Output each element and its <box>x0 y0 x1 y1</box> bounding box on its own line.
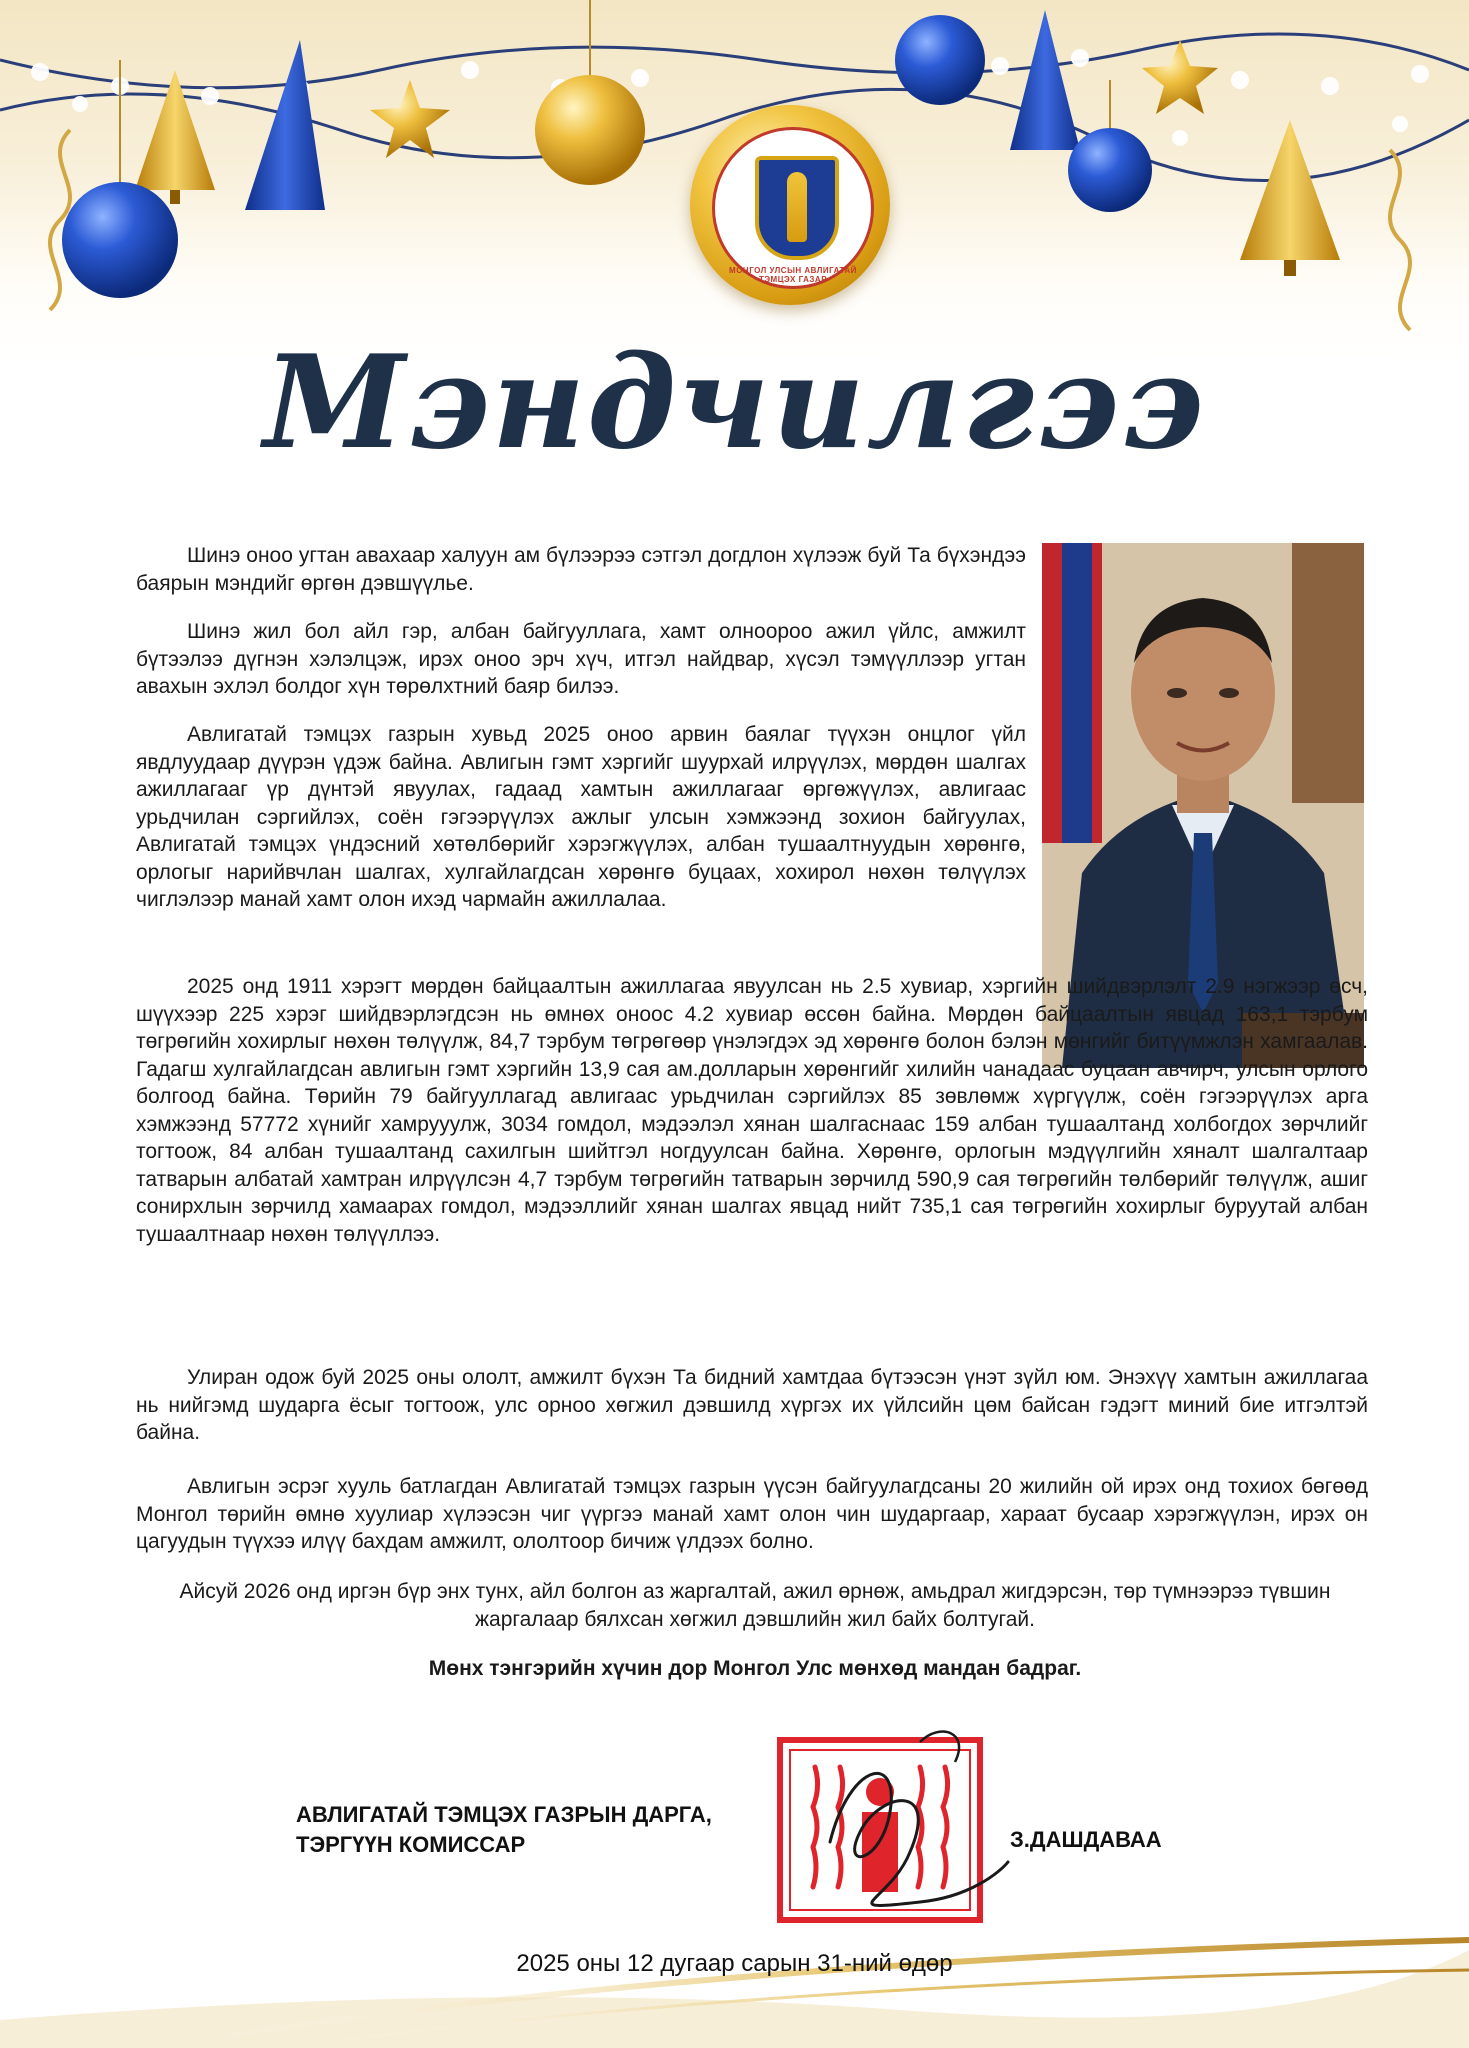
official-seal-and-signature <box>770 1722 1010 1932</box>
paragraph-2025-statistics: 2025 онд 1911 хэрэгт мөрдөн байцаалтын ажиллагаа явуулсан нь 2.5 хувиар, хэргийн шийдвэрлэлт 2.9 нэгжээр өсч, шүүхээр 225 хэрэг шийдвэрлэгдсэн нь өмнөх оноос 4.2 хувиар өссөн байна. Мөрдөн байцаалтын явцад 163,1 тэрбум төгрөгийн хохирлыг нөхөн төлүүлж, 84,7 тэрбум төгрөгөөр үнэлэгдэх эд хөрөнгө болон бэлэн мөнгийг битүүмжлэн хамгаалав. Гадагш хулгайлагдсан авлигын гэмт хэргийн 13,9 сая ам.долларын хөрөнгийг хилийн чанадаас буцаан авчирч, улсын орлого болгоод байна. Төрийн 79 байгууллагад авлигаас урьдчилан сэргийлэх 85 зөвлөмж хүргүүлж, соён гэгээрүүлэх арга хэмжээнд 57772 хүнийг хамрууулж, 3034 гомдол, мэдээлэл хянан шалгаснаас 159 албан тушаалтанд холбогдох зөрчлийг тогтоож, 84 албан тушаалтанд сахилгын шийтгэл ногдуулсан байна. Хөрөнгө, орлогын мэдүүлгийн хяналт шалгалтаар татварын албатай хамтран илрүүлсэн 4,7 тэрбум төгрөгийн татварын зөрчилд 590,9 сая төгрөгийн төлбөрийг төлүүлж, ашиг сонирхлын зөрчилд хамаарах гомдол, мэдээллийг хянан шалгах явцад нийт 735,1 сая төгрөгийн хохирлыг буруутай албан тушаалтнаар нөхөн төлүүллээ. <box>136 975 1368 1246</box>
emblem-ring-text: МОНГОЛ УЛСЫН АВЛИГАТАЙ ТЭМЦЭХ ГАЗАР <box>729 266 857 284</box>
signatory-name: З.ДАШДАВАА <box>1010 1827 1162 1852</box>
signatory-title-line2: ТЭРГҮҮН КОМИССАР <box>296 1832 526 1857</box>
signatory-title-line1: АВЛИГАТАЙ ТЭМЦЭХ ГАЗРЫН ДАРГА, <box>296 1802 712 1827</box>
footer-ribbon-decoration <box>0 1840 1469 2048</box>
closing-blessing: Мөнх тэнгэрийн хүчин дор Монгол Улс мөнхөд мандан бадраг. <box>428 1657 1082 1680</box>
agency-emblem-ornament <box>690 105 890 305</box>
emblem-shield <box>755 156 839 260</box>
letter-date: 2025 оны 12 дугаар сарын 31-ний өдөр <box>516 1950 953 1977</box>
signatory-title <box>296 1800 776 1860</box>
soyombo-symbol <box>787 172 807 242</box>
paragraph-2026-wish: Айсуй 2026 онд иргэн бүр энх тунх, айл болгон аз жаргалтай, ажил өрнөж, амьдрал жигдэрсэн, төр түмнээрээ түвшин жаргалаар бялхсан хөгжил дэвшлийн жил байх болтугай. <box>179 1580 1331 1631</box>
paragraph-2025-activities: Авлигатай тэмцэх газрын хувьд 2025 оноо арвин баялаг түүхэн онцлог үйл явдлуудаар дүүрэн үдэж байна. Авлигын гэмт хэргийг шуурхай илрүүлэх, мөрдөн шалгах ажиллагааг үр дүнтэй явуулах, гадаад хамтын ажиллагааг өргөжүүлэх, авлигаас урьдчилан сэргийлэх, соён гэгээрүүлэх ажлыг улсын хэмжээнд зохион байгуулах, Авлигатай тэмцэх үндэсний хөтөлбөрийг хэрэгжүүлэх, албан тушаалтнуудын хөрөнгө, орлогыг нарийвчлан шалгах, хулгайлагдсан хөрөнгө буцаах, хохирол нөхөн төлүүлэх чиглэлээр манай хамт олон ихэд чармайн ажиллалаа. <box>136 723 1026 911</box>
paragraph-new-year-wish: Шинэ оноо угтан авахаар халуун ам бүлээрээ сэтгэл догдлон хүлээж буй Та бүхэндээ баярын мэндийг өргөн дэвшүүлье. <box>136 544 1026 595</box>
paragraph-anniversary: Авлигын эсрэг хууль батлагдан Авлигатай тэмцэх газрын үүсэн байгуулагдсаны 20 жилийн ой ирэх онд тохиох бөгөөд Монгол төрийн өмнө хуулиар хүлээсэн чиг үүргээ манай хамт олон чин шударгаар, хараат бусаар хэрэгжүүлэн, ирэх он цагуудын түүхээ илүү бахдам амжилт, ололтоор бичиж үлдээх болно. <box>136 1475 1368 1553</box>
paragraph-new-year-meaning: Шинэ жил бол айл гэр, албан байгууллага, хамт олноороо ажил үйлс, амжилт бүтээлээ дүгнэн хэлэлцэж, ирэх оноо эрч хүч, итгэл найдвар, хүсэл тэмүүллээр угтан авахын эхлэл болдог хүн төрөлхтний баяр билээ. <box>136 620 1026 698</box>
page-title: Мэндчилгээ <box>263 328 1206 478</box>
emblem-seal <box>712 127 874 289</box>
paragraph-achievements: Улиран одож буй 2025 оны ололт, амжилт бүхэн Та бидний хамтдаа бүтээсэн үнэт зүйл юм. Энэхүү хамтын ажиллагаа нь нийгэмд шударга ёсыг тогтоож, улс орноо хөгжил дэвшилд хүргэх их үйлсийн цөм байсан гэдэгт миний бие итгэлтэй байна. <box>136 1366 1368 1444</box>
